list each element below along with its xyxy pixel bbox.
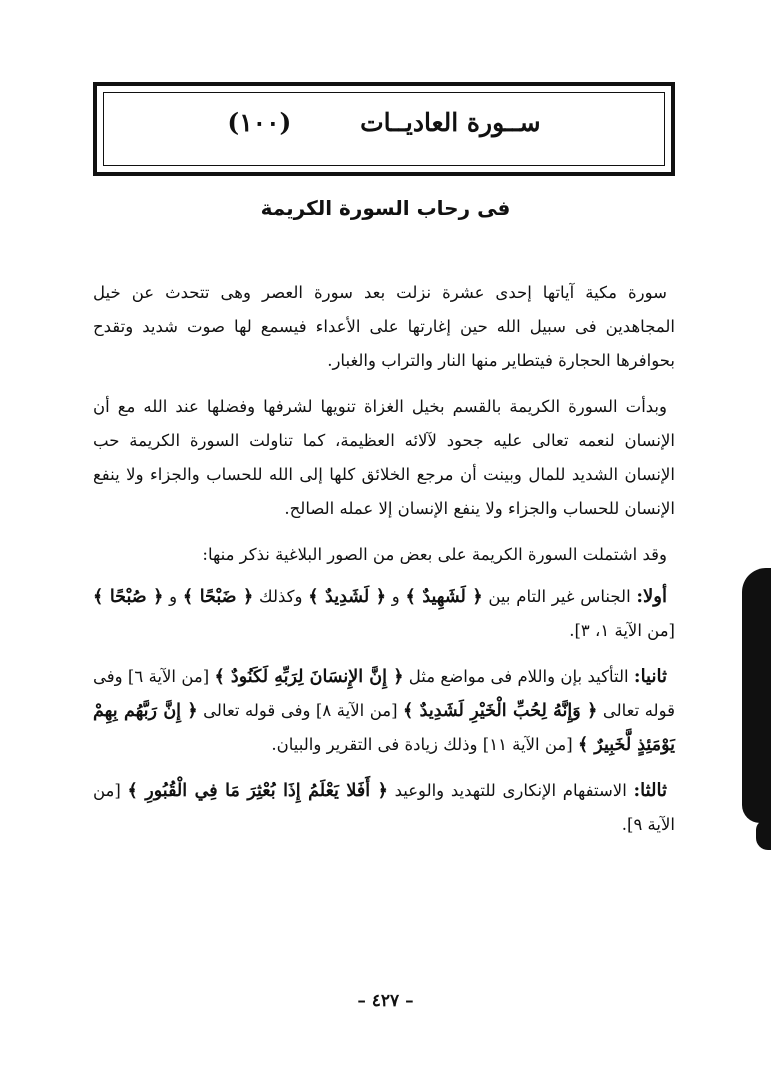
section-subtitle: فى رحاب السورة الكريمة xyxy=(260,196,511,220)
point-second-text-2: [من الآية ٦] وفى قوله تعالى xyxy=(93,667,675,720)
intro-paragraph-2: وبدأت السورة الكريمة بالقسم بخيل الغزاة تنويها لشرفها وفضلها عند الله مع أن الإنسان لنعمه تعالى عليه جحود لآلائه العظيمة، كما تناولت السورة الكريمة حب الإنسان الشديد للمال وبينت أن مرجع الخلائق كلها إلى الله للحساب والجزاء ولا ينفع الإنسان للحساب والجزاء ولا ينفع الإنسان إلا عمله الصالح. xyxy=(93,397,675,518)
quran-quote-hubb-alkhayr: ﴿ وَإِنَّهُ لِحُبِّ الْخَيْرِ لَشَدِيدٌ ﴾ xyxy=(403,701,598,721)
point-second-text-3: [من الآية ٨] وفى قوله تعالى xyxy=(197,701,404,720)
body-text xyxy=(93,276,675,854)
point-third-label: ثالثا: xyxy=(633,780,667,801)
point-second xyxy=(93,660,675,762)
point-first-label: أولا: xyxy=(636,586,667,607)
quran-quote-subha: ﴿ صُبْحًا ﴾ xyxy=(93,587,164,607)
quran-quote-lakhabir: ﴿ إِنَّ رَبَّهُم بِهِمْ يَوْمَئِذٍ لَّخَبِيرٌ ﴾ xyxy=(93,701,675,755)
point-third xyxy=(93,774,675,842)
point-first-text-4: و xyxy=(163,587,183,606)
quran-quote-lashadid: ﴿ لَشَدِيدٌ ﴾ xyxy=(308,587,387,607)
point-third-text-1: الاستفهام الإنكارى للتهديد والوعيد xyxy=(387,781,634,800)
scan-edge-shadow xyxy=(742,568,771,823)
point-second-text-1: التأكيد بإن واللام فى مواضع مثل xyxy=(403,667,634,686)
point-first xyxy=(93,580,675,648)
scan-edge-notch xyxy=(756,820,771,850)
point-second-label: ثانيا: xyxy=(633,666,667,687)
surah-title xyxy=(97,108,671,137)
point-first-text-3: وكذلك xyxy=(253,587,309,606)
point-first-reference: [من الآية ١، ٣]. xyxy=(569,621,675,640)
surah-number: (١٠٠) xyxy=(227,108,292,137)
intro-paragraph-3: وقد اشتملت السورة الكريمة على بعض من الصور البلاغية نذكر منها: xyxy=(202,545,667,564)
intro-paragraph-1: سورة مكية آياتها إحدى عشرة نزلت بعد سورة العصر وهى تتحدث عن خيل المجاهدين فى سبيل الله حين إغارتها على الأعداء فيسمع لها صوت شديد وتقدح بحوافرها الحجارة فيتطاير منها النار والتراب والغبار. xyxy=(93,283,675,370)
point-third-reference: [من الآية ٩]. xyxy=(93,781,675,834)
point-first-text-1: الجناس غير التام بين xyxy=(482,587,637,606)
point-second-text-4: [من الآية ١١] وذلك زيادة فى التقرير والبيان. xyxy=(271,735,578,754)
quran-quote-dabha: ﴿ ضَبْحًا ﴾ xyxy=(182,587,254,607)
quran-quote-afala-yalam: ﴿ أَفَلا يَعْلَمُ إِذَا بُعْثِرَ مَا فِي الْقُبُورِ ﴾ xyxy=(127,781,388,801)
quran-quote-kanud: ﴿ إِنَّ الإِنسَانَ لِرَبِّهِ لَكَنُودٌ ﴾ xyxy=(214,667,404,687)
surah-title-frame xyxy=(93,82,675,176)
page-number: – ٤٢٧ – xyxy=(357,991,414,1011)
quran-quote-lashahid: ﴿ لَشَهِيدٌ ﴾ xyxy=(405,587,483,607)
surah-name: ســورة العاديــات xyxy=(360,108,541,137)
point-first-text-2: و xyxy=(386,587,406,606)
